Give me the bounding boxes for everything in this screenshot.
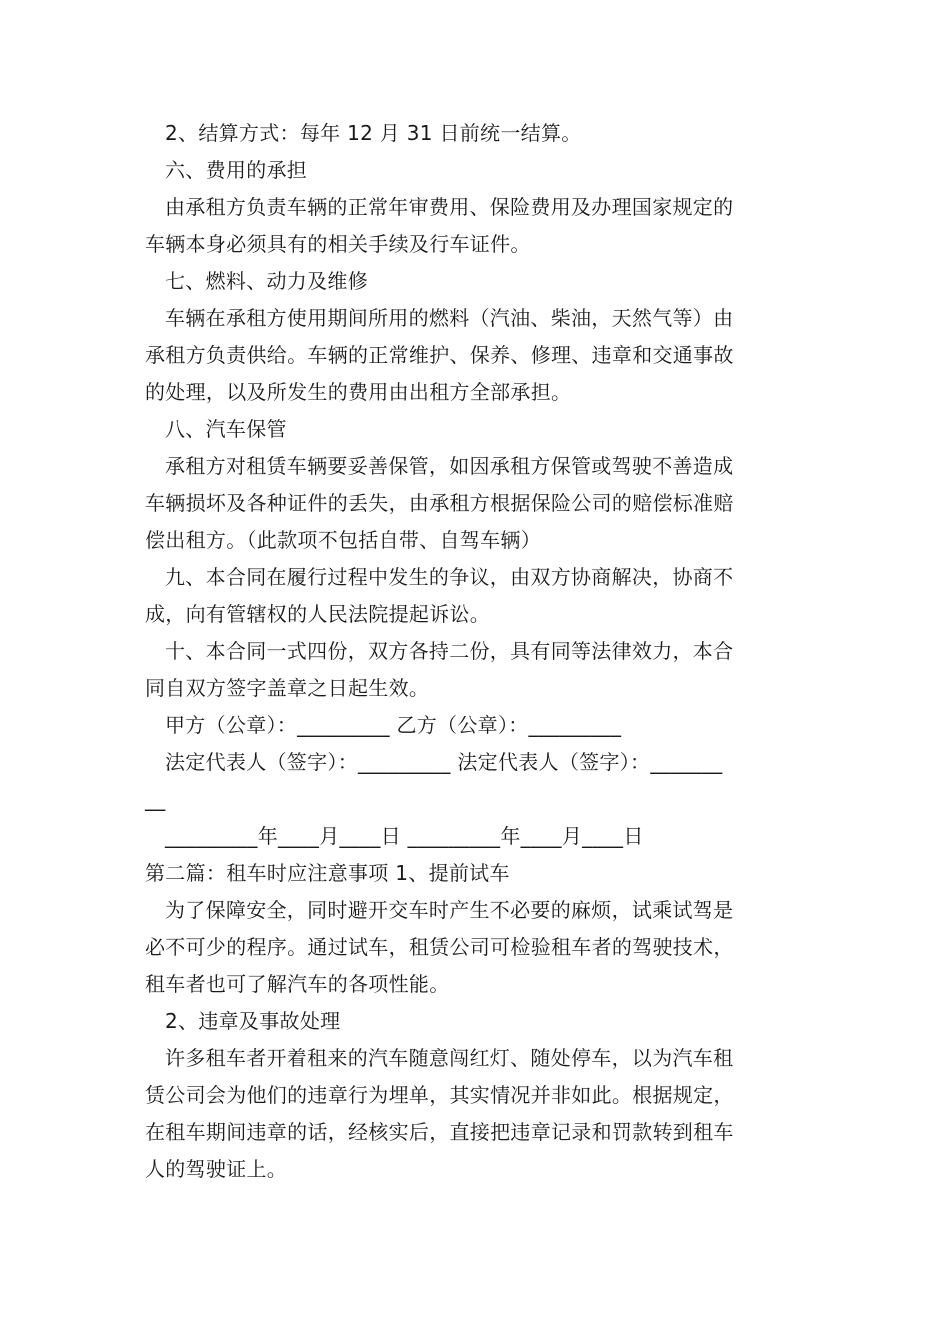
text-line: 车辆损坏及各种证件的丢失，由承租方根据保险公司的赔偿标准赔 — [145, 491, 734, 515]
text-line: 人的驾驶证上。 — [145, 1157, 288, 1181]
text-line: 租车者也可了解汽车的各项性能。 — [145, 972, 450, 996]
signature-line-seal: 甲方（公章）：_________ 乙方（公章）：_________ — [165, 713, 622, 737]
text-line: 必不可少的程序。通过试车，租赁公司可检验租车者的驾驶技术， — [145, 935, 734, 959]
text-line: 许多租车者开着租来的汽车随意闯红灯、随处停车，以为汽车租 — [165, 1046, 734, 1070]
part-heading: 第二篇：租车时应注意事项 1、提前试车 — [145, 861, 510, 885]
document-body — [145, 115, 810, 1188]
text-line: 2、结算方式：每年 12 月 31 日前统一结算。 — [165, 121, 582, 145]
section-heading: 六、费用的承担 — [165, 158, 308, 182]
text-line: 车辆在承租方使用期间所用的燃料（汽油、柴油，天然气等）由 — [165, 306, 734, 330]
signature-line-wrap: __ — [145, 787, 166, 811]
section-heading: 七、燃料、动力及维修 — [165, 269, 368, 293]
signature-line-representative: 法定代表人（签字）：_________ 法定代表人（签字）：_______ — [165, 750, 723, 774]
text-line: 车辆本身必须具有的相关手续及行车证件。 — [145, 232, 531, 256]
text-line: 十、本合同一式四份，双方各持二份，具有同等法律效力，本合 — [165, 639, 734, 663]
text-line: 承租方负责供给。车辆的正常维护、保养、修理、违章和交通事故 — [145, 343, 734, 367]
signature-line-date: _________年____月____日 _________年____月____日 — [165, 824, 644, 848]
text-line: 承租方对租赁车辆要妥善保管，如因承租方保管或驾驶不善造成 — [165, 454, 734, 478]
text-line: 由承租方负责车辆的正常年审费用、保险费用及办理国家规定的 — [165, 195, 734, 219]
text-line: 偿出租方。（此款项不包括自带、自驾车辆） — [145, 528, 541, 552]
text-line: 的处理，以及所发生的费用由出租方全部承担。 — [145, 380, 572, 404]
text-line: 在租车期间违章的话，经核实后，直接把违章记录和罚款转到租车 — [145, 1120, 734, 1144]
text-line: 九、本合同在履行过程中发生的争议，由双方协商解决，协商不 — [165, 565, 734, 589]
text-line: 同自双方签字盖章之日起生效。 — [145, 676, 430, 700]
section-heading: 八、汽车保管 — [165, 417, 287, 441]
text-line: 成，向有管辖权的人民法院提起诉讼。 — [145, 602, 491, 626]
text-line: 赁公司会为他们的违章行为埋单，其实情况并非如此。根据规定， — [145, 1083, 734, 1107]
text-line: 为了保障安全，同时避开交车时产生不必要的麻烦，试乘试驾是 — [165, 898, 734, 922]
section-heading: 2、违章及事故处理 — [165, 1009, 341, 1033]
